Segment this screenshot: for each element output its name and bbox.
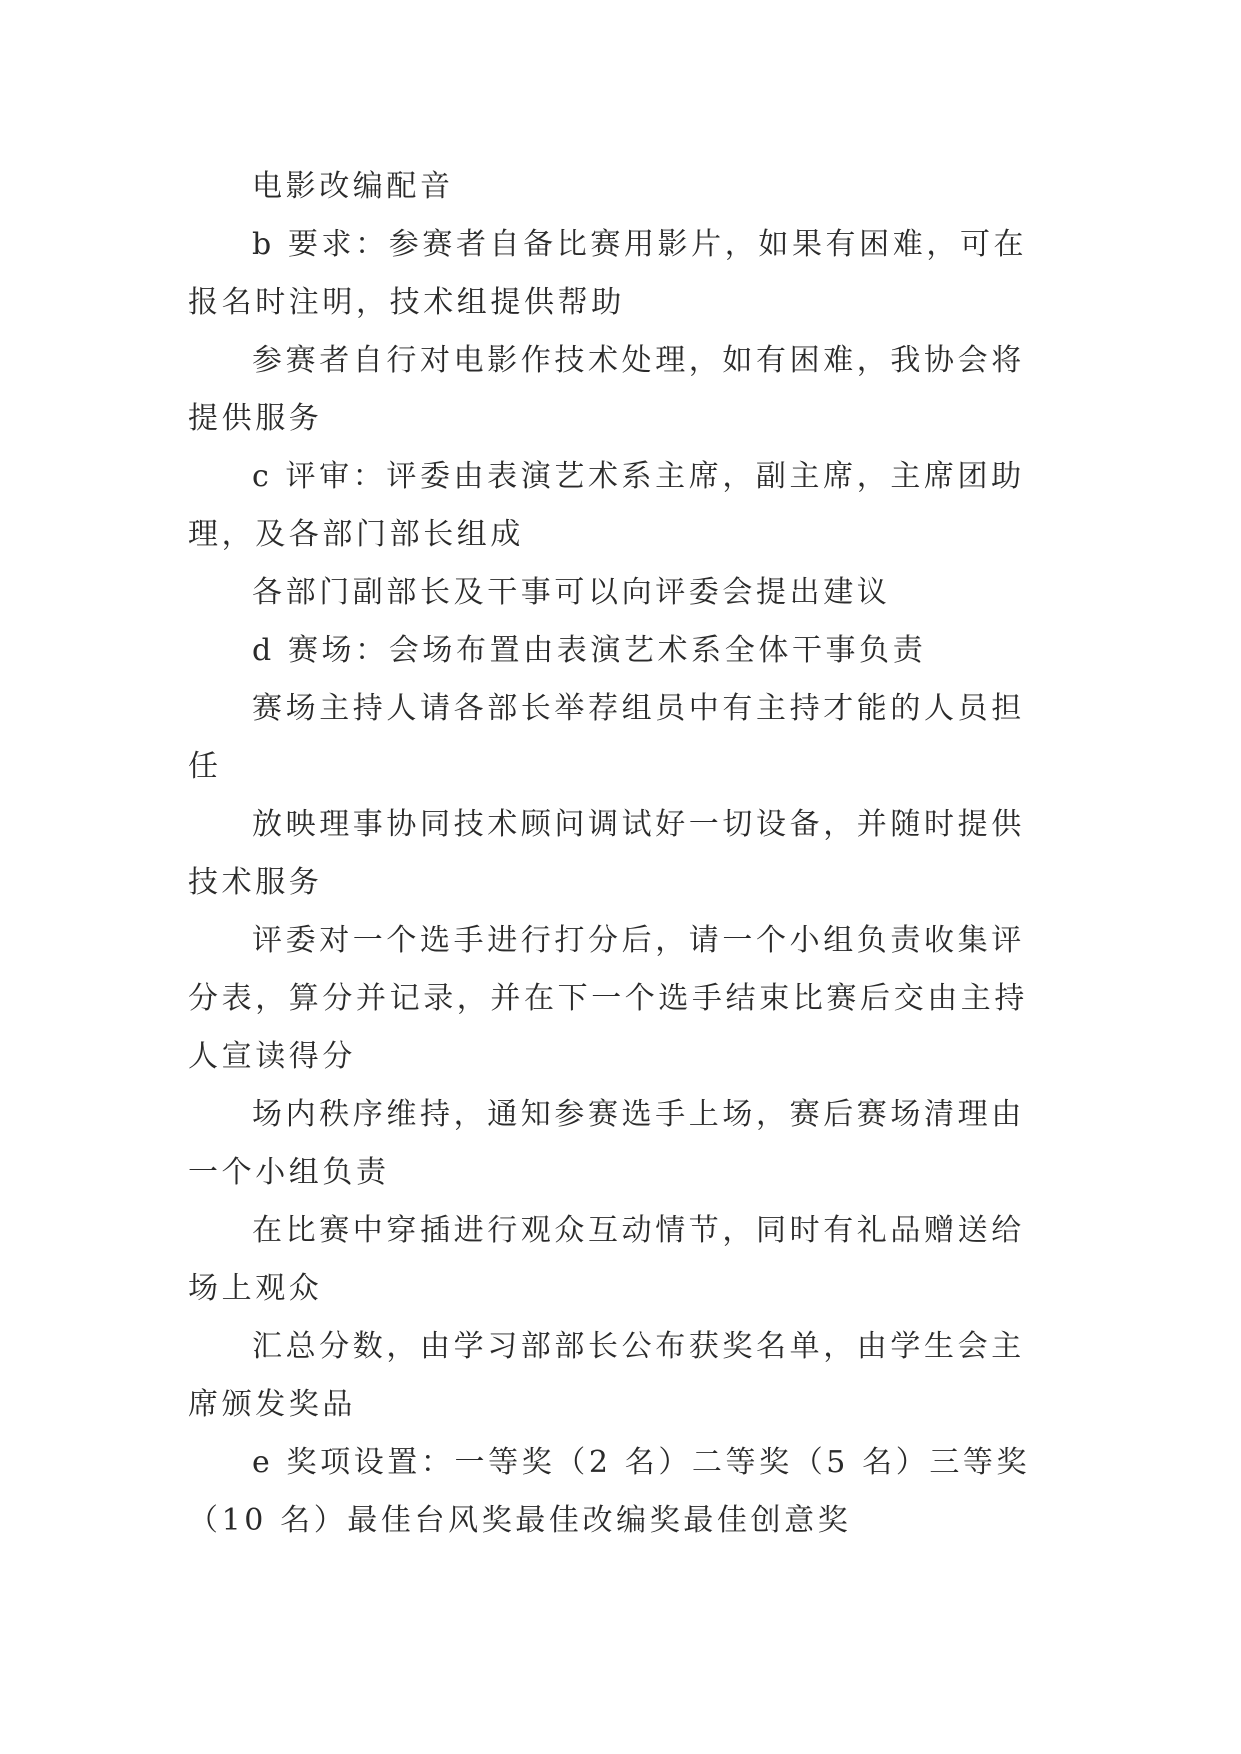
document-body (188, 158, 1056, 1550)
paragraph-8: 放映理事协同技术顾问调试好一切设备，并随时提供技术服务 (188, 807, 1025, 900)
paragraph-2: b 要求：参赛者自备比赛用影片，如果有困难，可在报名时注明，技术组提供帮助 (188, 227, 1028, 320)
paragraph-4: c 评审：评委由表演艺术系主席，副主席，主席团助理，及各部门部长组成 (188, 459, 1025, 552)
paragraph-3: 参赛者自行对电影作技术处理，如有困难，我协会将提供服务 (188, 343, 1025, 436)
paragraph-5: 各部门副部长及干事可以向评委会提出建议 (252, 575, 891, 610)
paragraph-7: 赛场主持人请各部长举荐组员中有主持才能的人员担任 (188, 691, 1025, 784)
paragraph-11: 在比赛中穿插进行观众互动情节，同时有礼品赠送给场上观众 (188, 1213, 1025, 1306)
paragraph-12: 汇总分数，由学习部部长公布获奖名单，由学生会主席颁发奖品 (188, 1329, 1025, 1422)
paragraph-9: 评委对一个选手进行打分后，请一个小组负责收集评分表，算分并记录，并在下一个选手结束比赛后交由主持人宣读得分 (188, 923, 1028, 1074)
paragraph-13: e 奖项设置：一等奖（2 名）二等奖（5 名）三等奖（10 名）最佳台风奖最佳改编奖最佳创意奖 (188, 1445, 1031, 1538)
paragraph-10: 场内秩序维持，通知参赛选手上场，赛后赛场清理由一个小组负责 (188, 1097, 1025, 1190)
paragraph-6: d 赛场：会场布置由表演艺术系全体干事负责 (252, 633, 927, 668)
paragraph-1: 电影改编配音 (252, 169, 454, 204)
